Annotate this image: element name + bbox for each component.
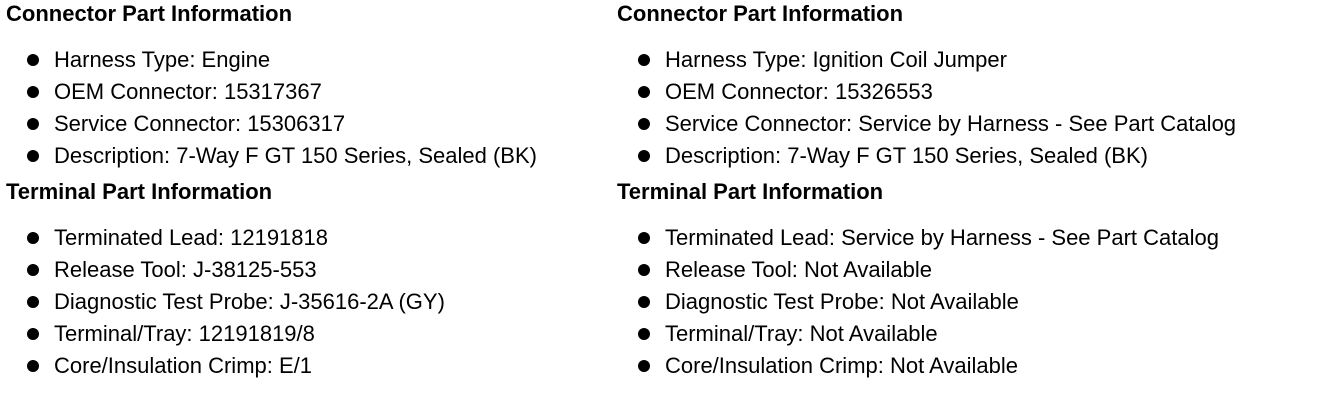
bullet-icon xyxy=(638,150,650,162)
list-item xyxy=(617,350,1321,382)
terminal-part-heading: Terminal Part Information xyxy=(6,179,273,204)
list-item-text: Service Connector: Service by Harness - See Part Catalog xyxy=(665,111,1237,136)
list-item xyxy=(617,286,1321,318)
list-item xyxy=(617,108,1321,140)
list-item xyxy=(6,318,610,350)
list-item-text: Release Tool: J-38125-553 xyxy=(54,257,317,282)
list-item-text: Harness Type: Engine xyxy=(54,47,271,72)
bullet-icon xyxy=(638,328,650,340)
list-item-text: Diagnostic Test Probe: J-35616-2A (GY) xyxy=(54,289,445,314)
right-column xyxy=(617,0,1321,382)
bullet-icon xyxy=(27,150,39,162)
list-item-text: Core/Insulation Crimp: Not Available xyxy=(665,353,1018,378)
list-item xyxy=(617,44,1321,76)
list-item xyxy=(6,140,610,172)
bullet-icon xyxy=(27,118,39,130)
list-item xyxy=(617,140,1321,172)
left-column xyxy=(6,0,610,382)
list-item-text: Terminated Lead: Service by Harness - See Part Catalog xyxy=(665,225,1219,250)
connector-part-list xyxy=(617,44,1321,172)
bullet-icon xyxy=(27,86,39,98)
list-item-text: OEM Connector: 15326553 xyxy=(665,79,933,104)
list-item xyxy=(6,108,610,140)
list-item-text: Service Connector: 15306317 xyxy=(54,111,346,136)
connector-part-list xyxy=(6,44,610,172)
terminal-part-heading: Terminal Part Information xyxy=(617,179,884,204)
list-item-text: Diagnostic Test Probe: Not Available xyxy=(665,289,1019,314)
list-item-text: Core/Insulation Crimp: E/1 xyxy=(54,353,312,378)
terminal-part-list xyxy=(617,222,1321,382)
list-item-text: Terminated Lead: 12191818 xyxy=(54,225,328,250)
list-item xyxy=(6,222,610,254)
bullet-icon xyxy=(638,264,650,276)
list-item xyxy=(6,254,610,286)
list-item xyxy=(617,76,1321,108)
list-item-text: Description: 7-Way F GT 150 Series, Sealed (BK) xyxy=(665,143,1148,168)
list-item-text: Terminal/Tray: 12191819/8 xyxy=(54,321,315,346)
bullet-icon xyxy=(27,328,39,340)
bullet-icon xyxy=(27,232,39,244)
bullet-icon xyxy=(27,54,39,66)
list-item-text: Harness Type: Ignition Coil Jumper xyxy=(665,47,1007,72)
list-item-text: OEM Connector: 15317367 xyxy=(54,79,322,104)
bullet-icon xyxy=(638,232,650,244)
bullet-icon xyxy=(27,296,39,308)
bullet-icon xyxy=(638,86,650,98)
list-item xyxy=(6,76,610,108)
list-item xyxy=(6,350,610,382)
list-item xyxy=(6,44,610,76)
list-item xyxy=(617,254,1321,286)
list-item-text: Description: 7-Way F GT 150 Series, Sealed (BK) xyxy=(54,143,537,168)
list-item-text: Terminal/Tray: Not Available xyxy=(665,321,938,346)
terminal-part-list xyxy=(6,222,610,382)
bullet-icon xyxy=(27,264,39,276)
bullet-icon xyxy=(638,360,650,372)
list-item-text: Release Tool: Not Available xyxy=(665,257,933,282)
bullet-icon xyxy=(638,118,650,130)
list-item xyxy=(617,318,1321,350)
bullet-icon xyxy=(638,54,650,66)
bullet-icon xyxy=(638,296,650,308)
bullet-icon xyxy=(27,360,39,372)
connector-part-heading: Connector Part Information xyxy=(6,1,293,26)
list-item xyxy=(617,222,1321,254)
connector-part-heading: Connector Part Information xyxy=(617,1,904,26)
list-item xyxy=(6,286,610,318)
